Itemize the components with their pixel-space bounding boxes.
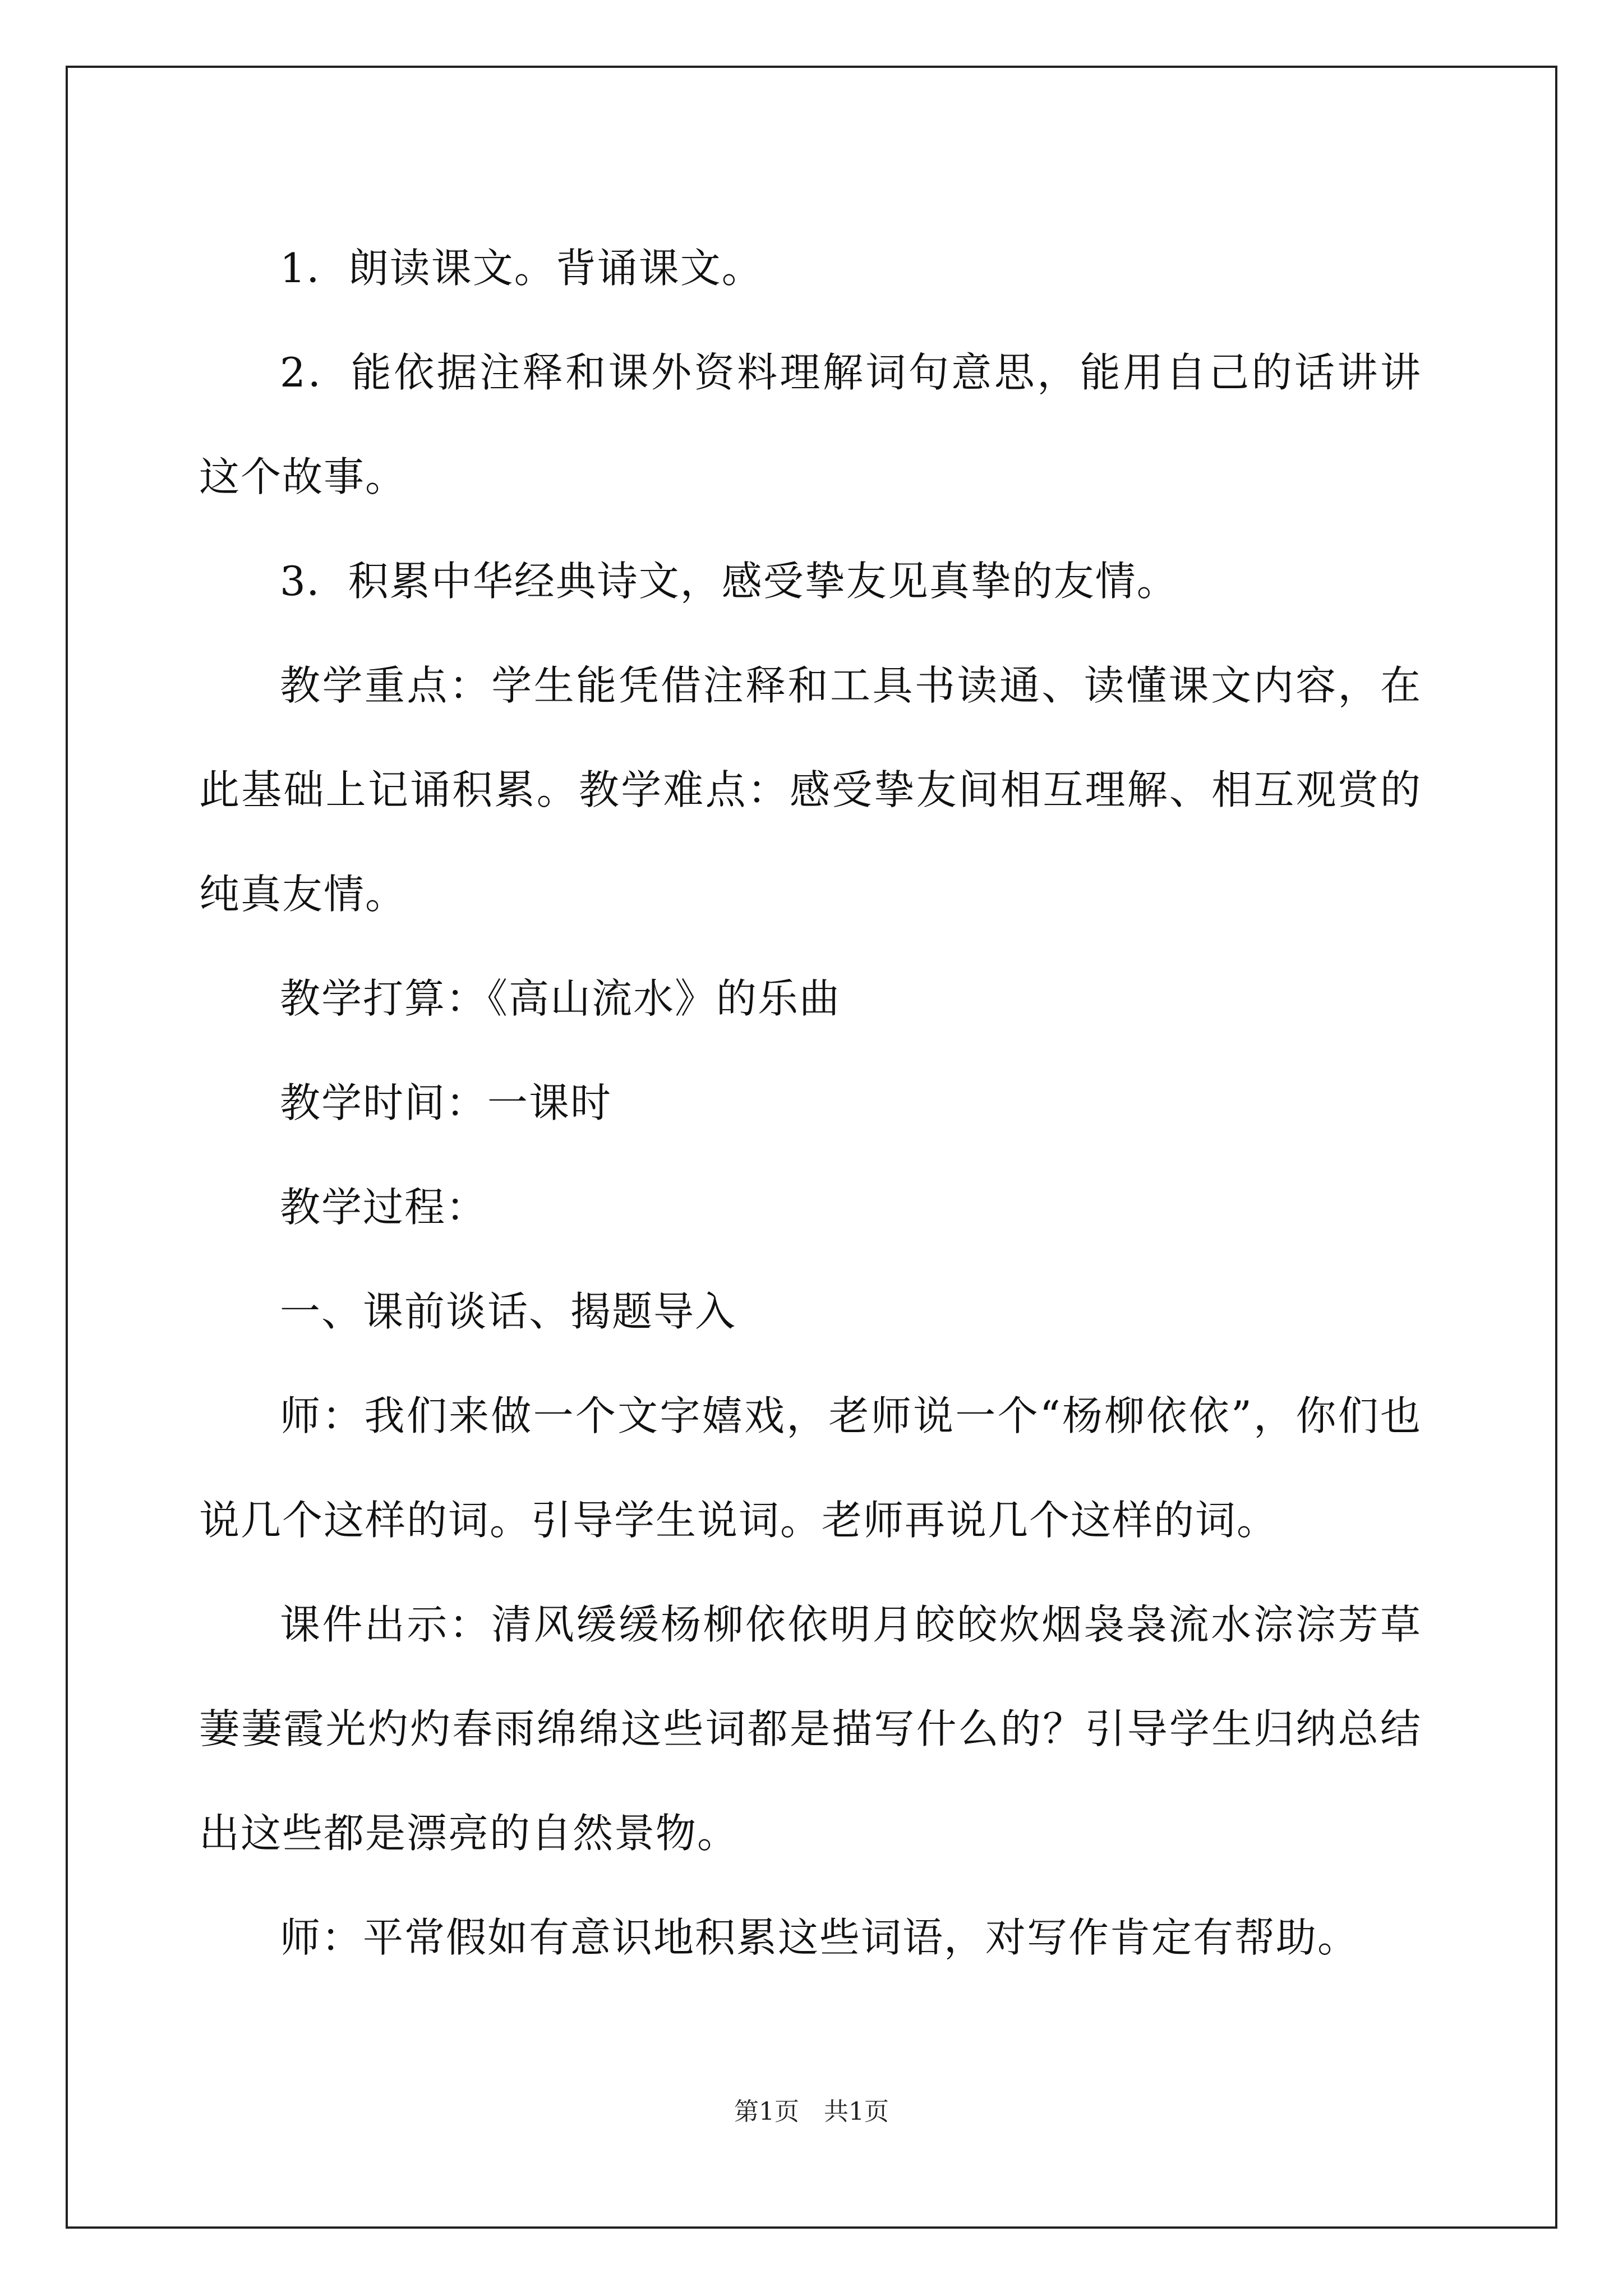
paragraph-section-1-heading: 一、课前谈话、揭题导入	[280, 1288, 737, 1335]
paragraph-time: 教学时间：一课时	[280, 1079, 612, 1126]
paragraph-key-points: 教学重点：学生能凭借注释和工具书读通、读懂课文内容，在此基础上记诵积累。教学难点：感受挚友间相互理解、相互观赏的纯真友情。	[199, 662, 1422, 918]
page-footer: 第1页 共1页	[734, 2097, 889, 2126]
paragraph-process-heading: 教学过程：	[280, 1184, 488, 1231]
paragraph-courseware: 课件出示：清风缓缓杨柳依依明月皎皎炊烟袅袅流水淙淙芳草萋萋霞光灼灼春雨绵绵这些词都是描写什么的？引导学生归纳总结出这些都是漂亮的自然景物。	[199, 1601, 1422, 1857]
paragraph-teacher-game: 师：我们来做一个文字嬉戏，老师说一个“杨柳依依”，你们也说几个这样的词。引导学生说词。老师再说几个这样的词。	[199, 1392, 1422, 1544]
paragraph-objective-3: 3．积累中华经典诗文，感受挚友见真挚的友情。	[280, 558, 1178, 605]
paragraph-objective-1: 1．朗读课文。背诵课文。	[280, 245, 763, 292]
paragraph-preparation: 教学打算：《高山流水》的乐曲	[280, 975, 841, 1022]
paragraph-objective-2: 2．能依据注释和课外资料理解词句意思，能用自己的话讲讲这个故事。	[199, 349, 1422, 500]
paragraph-teacher-summary: 师：平常假如有意识地积累这些词语，对写作肯定有帮助。	[280, 1914, 1359, 1961]
document-body	[199, 216, 1422, 1990]
